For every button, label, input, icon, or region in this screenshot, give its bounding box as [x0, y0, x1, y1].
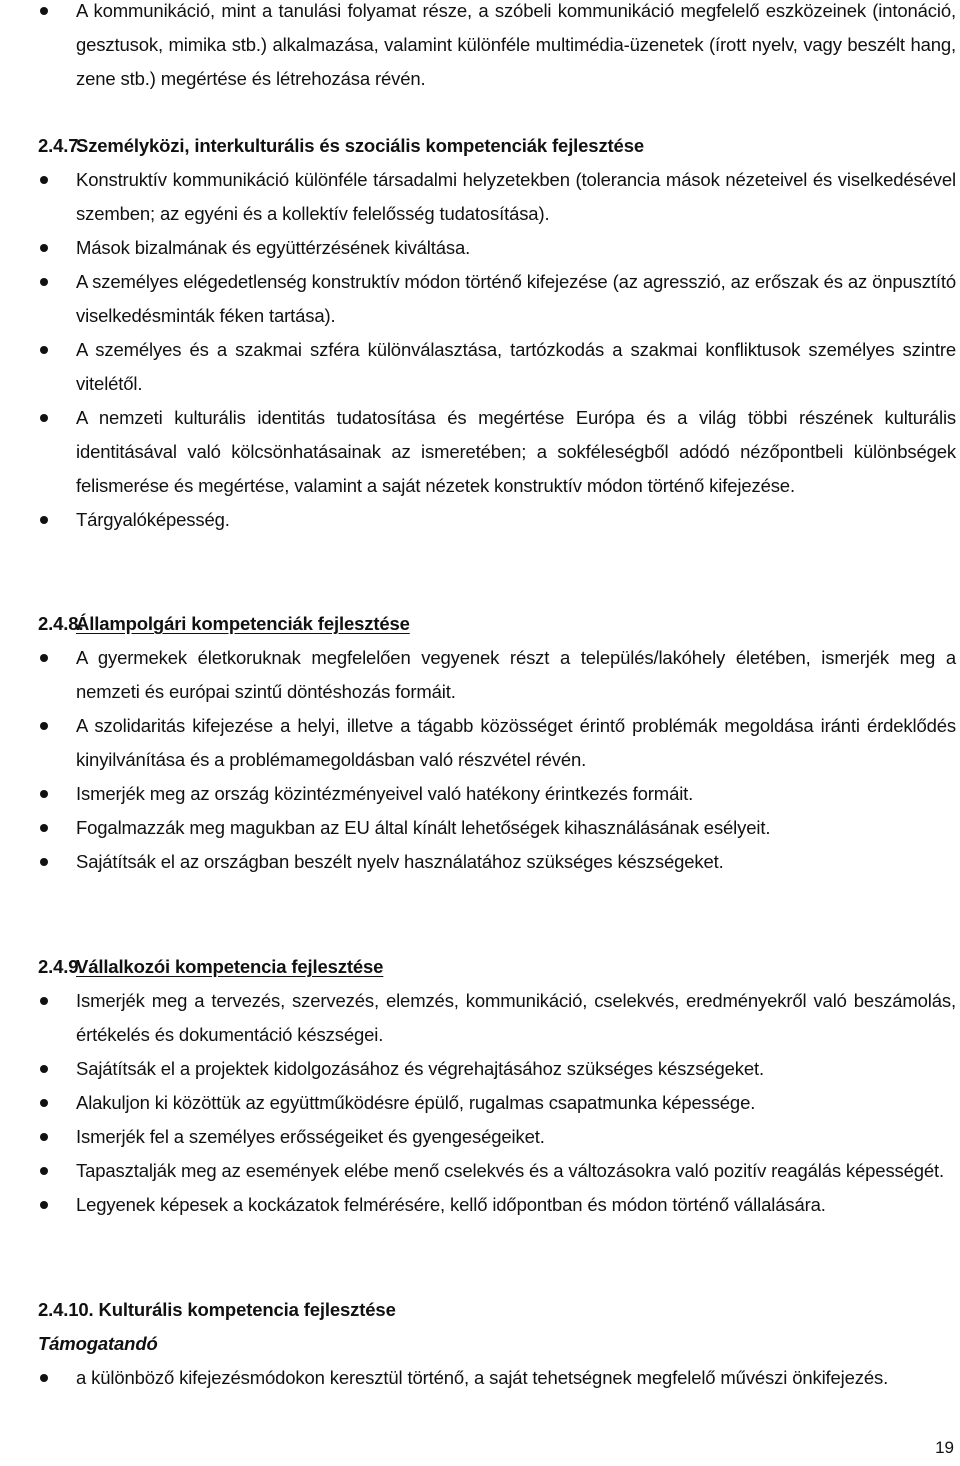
- list-item: A személyes és a szakmai szféra különválasztása, tartózkodás a szakmai konfliktusok személyes szintre vitelétől.: [38, 333, 956, 401]
- section-heading: [38, 950, 956, 984]
- section-heading: [38, 129, 956, 163]
- list-item: Tapasztalják meg az események elébe menő cselekvés és a változásokra való pozitív reagálás képességét.: [38, 1154, 956, 1188]
- list-item: A nemzeti kulturális identitás tudatosítása és megértése Európa és a világ többi részének kulturális identitásával való kölcsönhatásainak az ismeretében; a sokféleségből adódó nézőpontbeli különbségek felismerése és megértése, valamint a saját nézetek konstruktív módon történő kifejezése.: [38, 401, 956, 503]
- list-item: A gyermekek életkoruknak megfelelően vegyenek részt a település/lakóhely életében, ismerjék meg a nemzeti és európai szintű döntéshozás formáit.: [38, 641, 956, 709]
- section-number: 2.4.10.: [38, 1299, 94, 1320]
- list-item: A kommunikáció, mint a tanulási folyamat része, a szóbeli kommunikáció megfelelő eszközeinek (intonáció, gesztusok, mimika stb.) alkalmazása, valamint különféle multimédia-üzenetek (írott nyelv, vagy beszélt hang, zene stb.) megértése és létrehozása révén.: [38, 0, 956, 96]
- list-item: Fogalmazzák meg magukban az EU által kínált lehetőségek kihasználásának esélyeit.: [38, 811, 956, 845]
- list-item: Ismerjék meg az ország közintézményeivel való hatékony érintkezés formáit.: [38, 777, 956, 811]
- section-number: 2.4.7.: [38, 135, 84, 156]
- list-item: Mások bizalmának és együttérzésének kiváltása.: [38, 231, 956, 265]
- list-item: Ismerjék meg a tervezés, szervezés, elemzés, kommunikáció, cselekvés, eredményekről való beszámolás, értékelés és dokumentáció készségei.: [38, 984, 956, 1052]
- section-heading: [38, 607, 956, 641]
- section-2-4-8: [38, 607, 956, 879]
- section-number: 2.4.8.: [38, 613, 84, 634]
- list-item: Tárgyalóképesség.: [38, 503, 956, 537]
- section-2-4-9: [38, 950, 956, 1222]
- section-subheading: Támogatandó: [38, 1333, 158, 1354]
- list-item: a különböző kifejezésmódokon keresztül történő, a saját tehetségnek megfelelő művészi önkifejezés.: [38, 1361, 956, 1395]
- section-title: Állampolgári kompetenciák fejlesztése: [76, 613, 410, 634]
- list-item: A szolidaritás kifejezése a helyi, illetve a tágabb közösséget érintő problémák megoldása iránti érdeklődés kinyilvánítása és a problémamegoldásban való részvétel révén.: [38, 709, 956, 777]
- list-item: Sajátítsák el az országban beszélt nyelv használatához szükséges készségeket.: [38, 845, 956, 879]
- section-bullet-list: [38, 641, 956, 879]
- list-item: Alakuljon ki közöttük az együttműködésre épülő, rugalmas csapatmunka képessége.: [38, 1086, 956, 1120]
- section-bullet-list: [38, 1361, 956, 1395]
- intro-block: [38, 0, 956, 96]
- section-2-4-10: [38, 1293, 956, 1395]
- section-title: Kulturális kompetencia fejlesztése: [98, 1299, 396, 1320]
- section-bullet-list: [38, 984, 956, 1222]
- section-heading: [38, 1293, 956, 1327]
- list-item: A személyes elégedetlenség konstruktív módon történő kifejezése (az agresszió, az erőszak és az önpusztító viselkedésminták féken tartása).: [38, 265, 956, 333]
- list-item: Legyenek képesek a kockázatok felmérésére, kellő időpontban és módon történő vállalására.: [38, 1188, 956, 1222]
- list-item: Sajátítsák el a projektek kidolgozásához és végrehajtásához szükséges készségeket.: [38, 1052, 956, 1086]
- section-title: Személyközi, interkulturális és szociális kompetenciák fejlesztése: [76, 135, 644, 156]
- list-item: Ismerjék fel a személyes erősségeiket és gyengeségeiket.: [38, 1120, 956, 1154]
- section-title: Vállalkozói kompetencia fejlesztése: [76, 956, 384, 977]
- page-number: 19: [935, 1438, 954, 1457]
- section-number: 2.4.9.: [38, 956, 84, 977]
- section-bullet-list: [38, 163, 956, 537]
- list-item: Konstruktív kommunikáció különféle társadalmi helyzetekben (tolerancia mások nézeteivel és viselkedésével szemben; az egyéni és a kollektív felelősség tudatosítása).: [38, 163, 956, 231]
- section-2-4-7: [38, 129, 956, 537]
- intro-bullet-list: [38, 0, 956, 96]
